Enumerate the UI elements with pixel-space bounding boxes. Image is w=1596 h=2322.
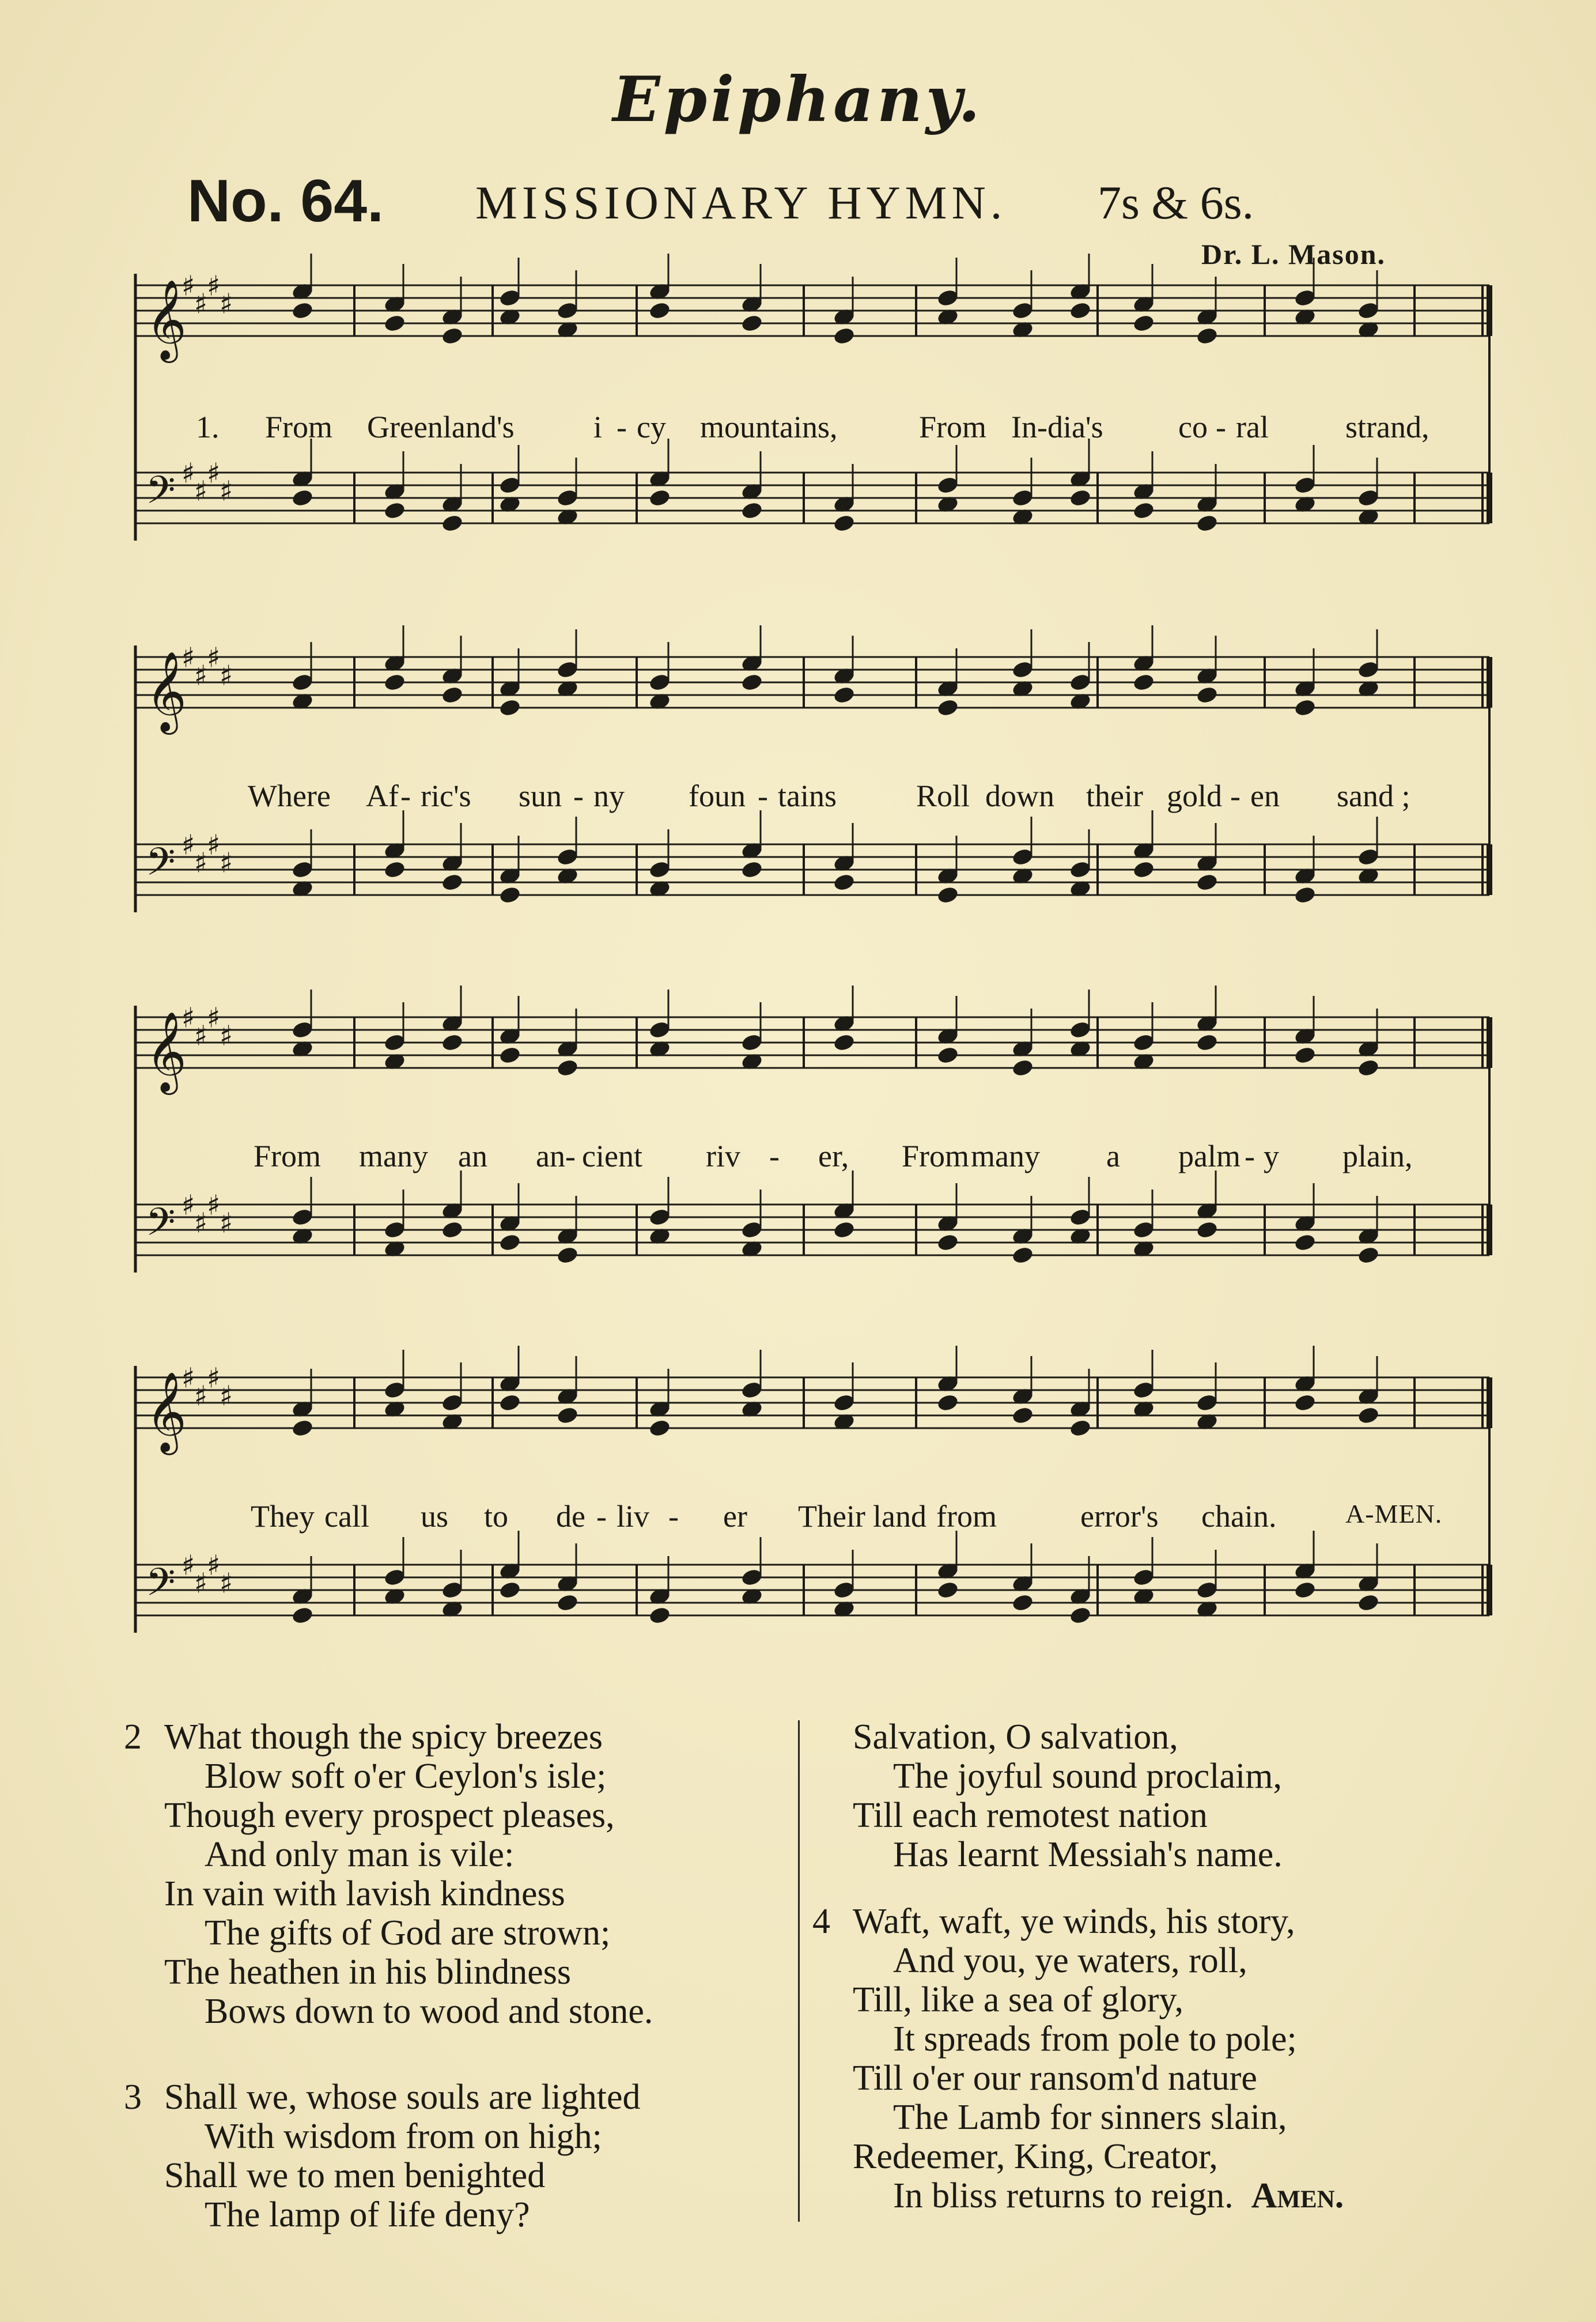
verse-line: Salvation, O salvation, [853, 1717, 1178, 1757]
lyric: ral [1236, 410, 1269, 444]
lyric: from [936, 1499, 997, 1534]
hymn-number: No. 64. [187, 168, 384, 235]
verse-line: With wisdom from on high; [205, 2117, 602, 2156]
sharp-icon: ♯ [207, 1362, 221, 1395]
sharp-icon: ♯ [194, 1567, 208, 1600]
lyric: ny [593, 779, 625, 813]
note-head [1357, 1245, 1380, 1265]
note-head [1011, 1406, 1034, 1425]
verse-line: What though the spicy breezes [164, 1717, 603, 1757]
verse-line: And only man is vile: [205, 1835, 515, 1874]
note-head [1196, 326, 1219, 346]
verse-line: Redeemer, King, Creator, [853, 2137, 1218, 2176]
note-head [1069, 1418, 1092, 1438]
note-head [1011, 1058, 1034, 1078]
lyric: er, [818, 1139, 849, 1173]
sharp-icon: ♯ [181, 1549, 195, 1582]
sharp-icon: ♯ [207, 1549, 221, 1582]
lyric: Where [248, 779, 331, 813]
note-head [1196, 685, 1219, 705]
verse-line: In vain with lavish kindness [164, 1874, 565, 1913]
score-system-3-svg [130, 986, 1495, 1343]
lyric: From [902, 1139, 970, 1173]
treble-clef-icon: 𝄞 [146, 280, 187, 360]
lyric: Greenland's [367, 410, 515, 444]
note-head [383, 314, 406, 333]
note-head [1357, 1406, 1380, 1425]
note-head [498, 885, 521, 905]
note-head [936, 1045, 959, 1065]
sharp-icon: ♯ [194, 475, 208, 508]
lyric: co [1178, 410, 1208, 444]
lyric: down [985, 779, 1054, 813]
amen: Amen. [1251, 2176, 1344, 2215]
lyric: cient [582, 1139, 642, 1173]
note-head [1011, 1245, 1034, 1265]
lyric: - [1216, 410, 1226, 444]
note-head [833, 685, 856, 705]
lyric: sand ; [1337, 779, 1410, 813]
verse-line-text: In bliss returns to reign. [893, 2176, 1234, 2215]
sharp-icon: ♯ [220, 475, 233, 508]
note-head [740, 501, 763, 520]
lyric: error's [1080, 1499, 1159, 1534]
verse-line [853, 2176, 1515, 2215]
sharp-icon: ♯ [194, 1380, 208, 1413]
treble-clef-icon: 𝄞 [146, 651, 187, 731]
note-head [936, 1233, 959, 1252]
lyric: en [1250, 779, 1280, 813]
sharp-icon: ♯ [220, 1020, 233, 1052]
verse-line: Shall we to men benighted [164, 2156, 546, 2195]
note-head [498, 1580, 521, 1600]
lyric: - [573, 779, 584, 813]
lyric: From [265, 410, 333, 444]
lyric: Af [366, 779, 399, 813]
note-head [1294, 1393, 1317, 1413]
note-head [291, 301, 314, 320]
note-head [740, 673, 763, 692]
note-head [1196, 1033, 1219, 1052]
note-head [556, 1058, 579, 1078]
note-head [648, 1606, 671, 1625]
note-head [936, 885, 959, 905]
verse-3-part-1 [124, 2078, 786, 2234]
sharp-icon: ♯ [181, 270, 195, 303]
note-head [833, 873, 856, 892]
note-head [740, 860, 763, 879]
verse-number: 4 [812, 1902, 830, 1941]
sharp-icon: ♯ [194, 659, 208, 692]
lyric: - [1230, 779, 1241, 813]
note-head [1069, 1606, 1092, 1625]
sharp-icon: ♯ [181, 641, 195, 674]
lyric: strand, [1345, 410, 1429, 444]
note-head [1069, 301, 1092, 320]
lyric: sun [519, 779, 562, 813]
lyric: an- [536, 1139, 576, 1173]
sharp-icon: ♯ [220, 288, 233, 320]
lyric: - [1245, 1139, 1255, 1173]
note-head [441, 514, 464, 533]
note-head [291, 1606, 314, 1625]
lyric: foun [689, 779, 746, 813]
composer: Dr. L. Mason. [1201, 238, 1386, 270]
music-system-4 [130, 1346, 1495, 1703]
lyric: gold [1167, 779, 1223, 813]
note-head [833, 326, 856, 346]
lyric: A-MEN. [1345, 1499, 1443, 1528]
sharp-icon: ♯ [194, 847, 208, 879]
verse-4 [812, 1902, 1515, 2215]
bass-clef-icon: 𝄢 [146, 840, 176, 893]
lyric: From [919, 410, 987, 444]
note-head [1196, 873, 1219, 892]
lyric: - [596, 1499, 607, 1534]
music-system-2 [130, 625, 1495, 983]
note-head [498, 1045, 521, 1065]
note-head [936, 698, 959, 718]
note-head [1294, 1233, 1317, 1252]
note-head [383, 501, 406, 520]
sharp-icon: ♯ [181, 1362, 195, 1395]
verse-line: Bows down to wood and stone. [205, 1992, 653, 2031]
note-head [1294, 1580, 1317, 1600]
lyric: - [769, 1139, 780, 1173]
note-head [936, 1393, 959, 1413]
note-head [1294, 1045, 1317, 1065]
lyric: - [668, 1499, 679, 1534]
note-head [383, 860, 406, 879]
verse-number: 3 [124, 2078, 142, 2117]
verse-line: Till each remotest nation [853, 1796, 1208, 1835]
lyric: to [484, 1499, 509, 1534]
lyric: chain. [1201, 1499, 1277, 1534]
lyric: call [324, 1499, 369, 1534]
note-head [1196, 514, 1219, 533]
lyric: - [617, 410, 627, 444]
note-head [441, 1033, 464, 1052]
note-head [1357, 1593, 1380, 1613]
sharp-icon: ♯ [207, 1002, 221, 1034]
note-head [291, 488, 314, 508]
lyric: de [556, 1499, 585, 1534]
note-head [1069, 488, 1092, 508]
treble-clef-icon: 𝄞 [146, 1372, 187, 1452]
verse-line: Has learnt Messiah's name. [893, 1835, 1283, 1874]
note-head [1132, 860, 1155, 879]
verse-line: Blow soft o'er Ceylon's isle; [205, 1757, 607, 1796]
lyric: From [254, 1139, 322, 1173]
verse-line: Shall we, whose souls are lighted [164, 2078, 641, 2117]
lyric: cy [637, 410, 666, 444]
note-head [1294, 698, 1317, 718]
lyric: 1. [196, 410, 220, 444]
note-head [648, 1418, 671, 1438]
lyric: - [758, 779, 768, 813]
note-head [498, 1233, 521, 1252]
note-head [740, 314, 763, 333]
sharp-icon: ♯ [207, 641, 221, 674]
note-head [1196, 1220, 1219, 1240]
lyric: riv [706, 1139, 740, 1173]
sharp-icon: ♯ [194, 1207, 208, 1240]
lyric: In-dia's [1011, 410, 1103, 444]
sharp-icon: ♯ [220, 1567, 233, 1600]
hymn-title: MISSIONARY HYMN. [475, 176, 1007, 229]
sharp-icon: ♯ [220, 1380, 233, 1413]
verse-line: The joyful sound proclaim, [893, 1757, 1282, 1796]
lyric: palm [1178, 1139, 1241, 1173]
verse-line: The Lamb for sinners slain, [893, 2098, 1287, 2137]
lyric: mountains, [700, 410, 838, 444]
sharp-icon: ♯ [220, 1207, 233, 1240]
verse-line: The heathen in his blindness [164, 1953, 571, 1992]
note-head [833, 514, 856, 533]
lyric: Roll [916, 779, 970, 813]
note-head [1294, 885, 1317, 905]
note-head [936, 1580, 959, 1600]
lyric: an [458, 1139, 487, 1173]
sharp-icon: ♯ [194, 1020, 208, 1052]
note-head [441, 873, 464, 892]
note-head [833, 1033, 856, 1052]
bass-clef-icon: 𝄢 [146, 1200, 176, 1253]
note-head [1132, 501, 1155, 520]
column-divider [798, 1720, 800, 2222]
lyric: a [1106, 1139, 1120, 1173]
note-head [291, 1418, 314, 1438]
note-head [383, 673, 406, 692]
lyric: many [971, 1139, 1040, 1173]
bass-clef-icon: 𝄢 [146, 1560, 176, 1614]
sharp-icon: ♯ [181, 1002, 195, 1034]
lyric: liv [617, 1499, 650, 1534]
note-head [441, 326, 464, 346]
sharp-icon: ♯ [207, 829, 221, 862]
lyric: i [593, 410, 603, 444]
lyric: their [1086, 779, 1143, 813]
lyric: They [251, 1499, 315, 1534]
verse-line: Waft, waft, ye winds, his story, [853, 1902, 1295, 1941]
treble-clef-icon: 𝄞 [146, 1011, 187, 1092]
music-system-1 [130, 254, 1495, 611]
sharp-icon: ♯ [207, 457, 221, 490]
verse-line: Though every prospect pleases, [164, 1796, 615, 1835]
sharp-icon: ♯ [220, 847, 233, 879]
note-head [648, 301, 671, 320]
verse-2 [124, 1717, 786, 2031]
sharp-icon: ♯ [181, 829, 195, 862]
verse-number: 2 [124, 1717, 142, 1757]
note-head [556, 1245, 579, 1265]
note-head [648, 488, 671, 508]
note-head [498, 1393, 521, 1413]
lyric: us [421, 1499, 449, 1534]
note-head [556, 1593, 579, 1613]
sharp-icon: ♯ [207, 270, 221, 303]
verse-line: Till o'er our ransom'd nature [853, 2059, 1257, 2098]
lyric: land [873, 1499, 926, 1534]
verse-3-part-2 [853, 1717, 1515, 1874]
note-head [498, 698, 521, 718]
verse-line: Till, like a sea of glory, [853, 1980, 1184, 2019]
lyric: Their [798, 1499, 865, 1534]
sharp-icon: ♯ [220, 659, 233, 692]
lyric: plain, [1342, 1139, 1413, 1173]
hymn-meter: 7s & 6s. [1098, 176, 1254, 229]
note-head [1357, 1058, 1380, 1078]
lyric: ric's [421, 779, 471, 813]
note-head [1011, 1593, 1034, 1613]
verse-line: It spreads from pole to pole; [893, 2019, 1297, 2059]
verse-line: The gifts of God are strown; [205, 1913, 611, 1953]
sharp-icon: ♯ [181, 457, 195, 490]
verse-line: And you, ye waters, roll, [893, 1941, 1247, 1980]
sharp-icon: ♯ [207, 1189, 221, 1222]
lyric: er [723, 1499, 747, 1534]
note-head [441, 685, 464, 705]
sharp-icon: ♯ [181, 1189, 195, 1222]
note-head [1132, 673, 1155, 692]
bass-clef-icon: 𝄢 [146, 468, 176, 522]
music-system-3 [130, 986, 1495, 1343]
section-title: Epiphany. [612, 63, 984, 136]
note-head [1132, 314, 1155, 333]
note-head [833, 1220, 856, 1240]
lyric: y [1264, 1139, 1279, 1173]
lyric: - [400, 779, 411, 813]
note-head [556, 1406, 579, 1425]
note-head [441, 1220, 464, 1240]
lyric: tains [778, 779, 837, 813]
sharp-icon: ♯ [194, 288, 208, 320]
lyric: many [359, 1139, 428, 1173]
verse-line: The lamp of life deny? [205, 2195, 530, 2234]
